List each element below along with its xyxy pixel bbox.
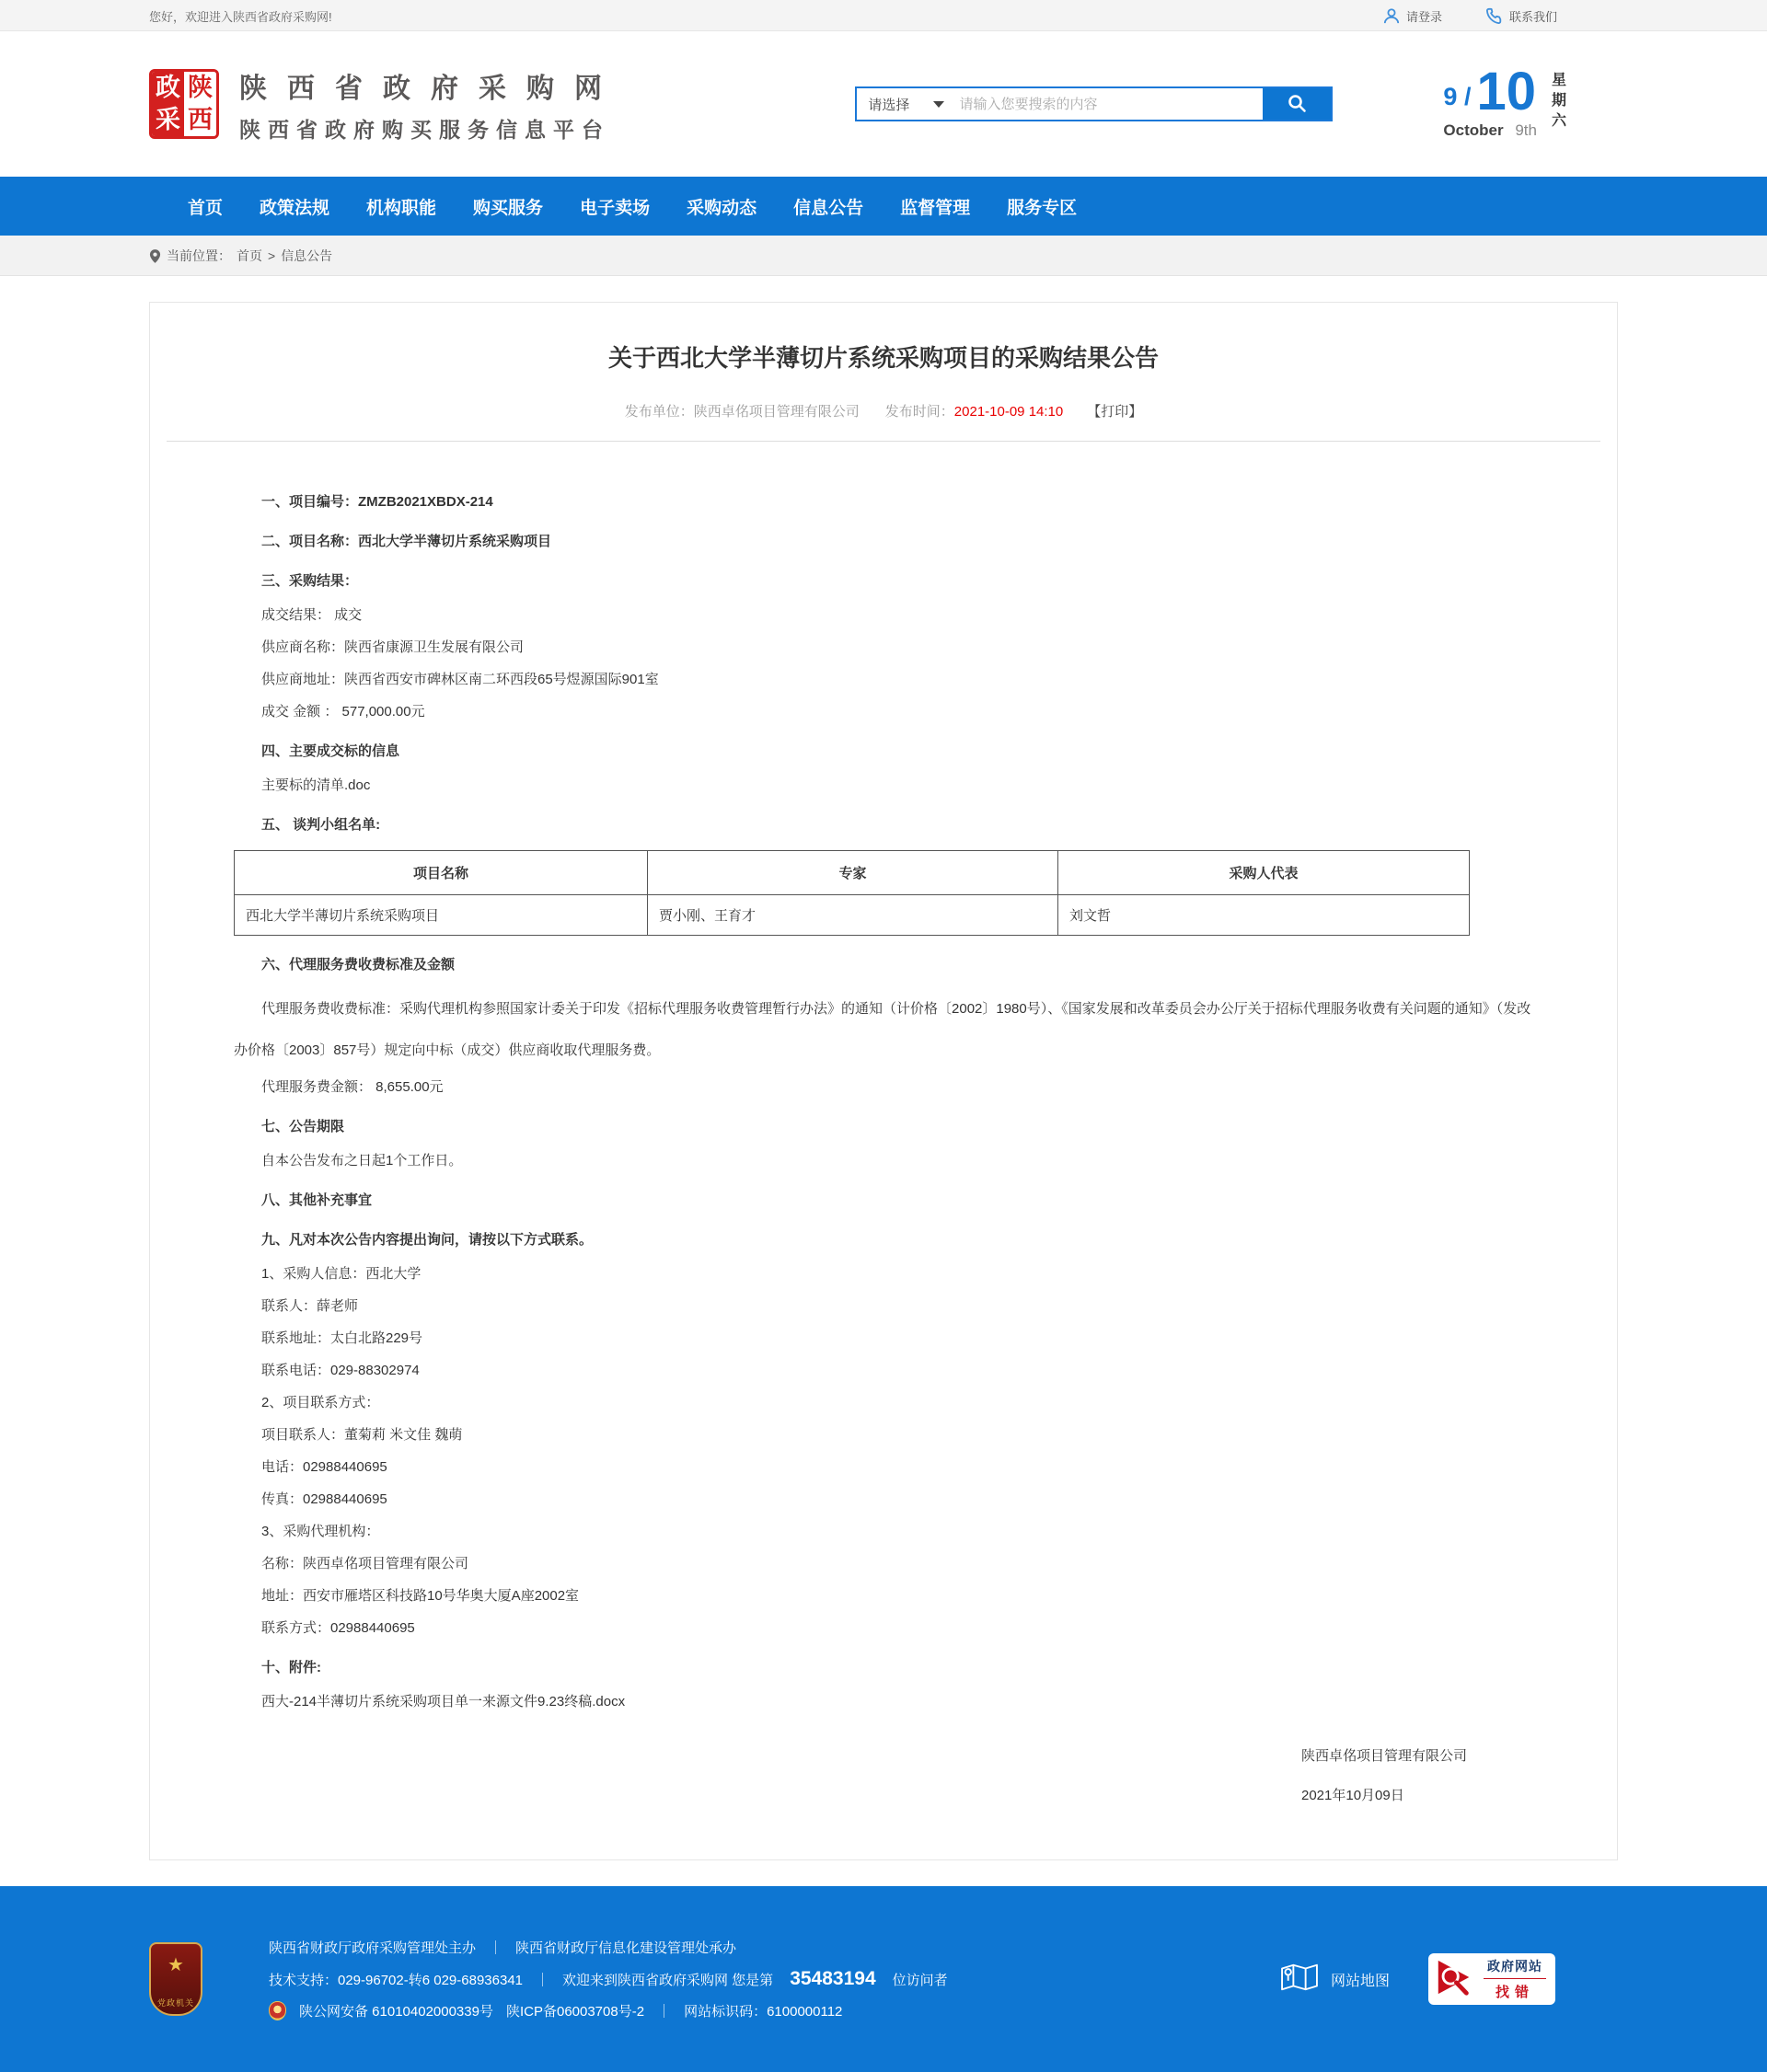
logo-char: 陕 — [184, 72, 216, 104]
article-body — [150, 442, 1617, 1712]
site-header — [0, 31, 1767, 177]
chevron-down-icon — [933, 101, 944, 108]
signature-company: 陕西卓佲项目管理有限公司 — [1300, 1748, 1467, 1764]
body-line: 电话：02988440695 — [261, 1459, 387, 1475]
search-input[interactable] — [953, 88, 1263, 120]
search-icon — [1287, 93, 1307, 116]
column-header: 项目名称 — [235, 851, 648, 895]
body-line: 联系地址：太白北路229号 — [261, 1330, 423, 1346]
section-heading: 五、 谈判小组名单: — [261, 817, 381, 833]
nav-item-7[interactable]: 监督管理 — [900, 198, 971, 218]
signature-block — [150, 1745, 1467, 1804]
section-heading: 三、采购结果： — [261, 573, 359, 589]
sitemap-link[interactable]: 网站地图 — [1279, 1961, 1390, 1998]
section-heading: 四、主要成交标的信息 — [261, 743, 400, 759]
body-line: 联系人：薛老师 — [261, 1298, 359, 1314]
footer-host-org: 陕西省财政厅政府采购管理处主办 — [269, 1940, 477, 1956]
body-line: 项目联系人：董菊莉 米文佳 魏萌 — [261, 1427, 463, 1443]
section-heading: 二、项目名称：西北大学半薄切片系统采购项目 — [261, 534, 552, 549]
body-line: 供应商地址：陕西省西安市碑林区南二环西段65号煜源国际901室 — [261, 672, 659, 687]
signature-date: 2021年10月09日 — [1300, 1788, 1404, 1803]
table-cell: 贾小刚、王育才 — [648, 895, 1058, 936]
nav-item-3[interactable]: 购买服务 — [473, 198, 544, 218]
column-header: 采购人代表 — [1058, 851, 1470, 895]
site-id-code: 网站标识码：6100000112 — [684, 2004, 843, 2020]
footer-build-org: 陕西省财政厅信息化建设管理处承办 — [515, 1940, 737, 1956]
breadcrumb-label: 当前位置： — [167, 248, 231, 263]
breadcrumb-current[interactable]: 信息公告 — [281, 248, 333, 263]
publisher-name: 陕西卓佲项目管理有限公司 — [693, 404, 860, 420]
body-line: 成交 金额 ： 577,000.00元 — [261, 704, 425, 719]
user-icon — [1383, 7, 1400, 24]
body-line: 代理服务费收费标准：采购代理机构参照国家计委关于印发《招标代理服务收费管理暂行办法》的通知（计价格〔2002〕1980号）、《国家发展和改革委员会办公厅关于招标代理服务收费有关问题的通知》（发改办价格〔2003〕857号）规定向中标（成交）供应商收取代理服务费。 — [234, 1001, 1531, 1058]
breadcrumb-home-link[interactable]: 首页 — [237, 248, 262, 263]
location-pin-icon — [149, 248, 161, 264]
site-footer: ★ 党政机关 陕西省财政厅政府采购管理处主办 ｜ 陕西省财政厅信息化建设管理处承办 技术支持：029-96702-转6 029-68936341 ｜ 欢迎来到陕西省政府采购网 您是第 35483194 位访问者 陕公网安备 61010402000339号 陕ICP备06003708号-2 ｜ 网站标识码：6100000112 网站地图 政府网站 找错 — [0, 1886, 1767, 2072]
section-heading: 七、公告期限 — [261, 1119, 345, 1134]
body-line: 联系方式：02988440695 — [261, 1620, 415, 1636]
body-line: 3、采购代理机构： — [261, 1524, 380, 1539]
logo-char: 政 — [152, 72, 184, 104]
site-title: 陕西省政府采购网 — [239, 73, 622, 104]
body-line: 成交结果： 成交 — [261, 607, 363, 623]
top-utility-bar — [0, 0, 1767, 31]
article-meta — [167, 401, 1600, 442]
nav-item-4[interactable]: 电子卖场 — [580, 198, 651, 218]
body-line: 地址：西安市雁塔区科技路10号华奥大厦A座2002室 — [261, 1588, 580, 1604]
table-cell: 西北大学半薄切片系统采购项目 — [235, 895, 648, 936]
body-line: 传真：02988440695 — [261, 1491, 387, 1507]
nav-item-2[interactable]: 机构职能 — [366, 198, 437, 218]
date-month-label: October — [1443, 121, 1504, 140]
table-cell: 刘文哲 — [1058, 895, 1470, 936]
print-button[interactable]: 【打印】 — [1087, 404, 1143, 420]
section-heading: 八、其他补充事宜 — [261, 1192, 373, 1208]
main-nav — [0, 177, 1767, 236]
welcome-text: 您好，欢迎进入陕西省政府采购网! — [149, 9, 332, 24]
body-line: 1、采购人信息：西北大学 — [261, 1266, 422, 1282]
body-line: 2、项目联系方式： — [261, 1395, 380, 1410]
footer-visitor-suffix: 位访问者 — [892, 1972, 948, 1988]
body-line: 供应商名称：陕西省康源卫生发展有限公司 — [261, 639, 525, 655]
footer-tech-support: 技术支持：029-96702-转6 029-68936341 — [269, 1972, 523, 1988]
date-day-number: 10 — [1476, 61, 1536, 121]
public-security-record-link[interactable]: 陕公网安备 61010402000339号 — [299, 2004, 493, 2020]
page-title: 关于西北大学半薄切片系统采购项目的采购结果公告 — [607, 344, 1159, 372]
publisher-label: 发布单位： — [624, 404, 694, 420]
attachment-link[interactable]: 西大-214半薄切片系统采购项目单一来源文件9.23终稿.docx — [261, 1694, 626, 1709]
section-heading: 九、凡对本次公告内容提出询问，请按以下方式联系。 — [261, 1232, 594, 1248]
footer-visitor-text: 欢迎来到陕西省政府采购网 您是第 — [562, 1972, 774, 1988]
star-icon: ★ — [167, 1955, 184, 1975]
body-line: 名称：陕西卓佲项目管理有限公司 — [261, 1556, 469, 1571]
logo-char: 采 — [152, 104, 184, 136]
negotiation-group-table — [234, 850, 1470, 936]
map-icon — [1279, 1961, 1320, 1998]
section-heading: 一、项目编号：ZMZB2021XBDX-214 — [261, 494, 493, 510]
date-display — [1443, 61, 1566, 140]
find-error-icon — [1434, 1956, 1474, 2003]
body-line: 代理服务费金额： 8,655.00元 — [261, 1079, 444, 1095]
login-link[interactable]: 请登录 — [1383, 7, 1442, 25]
police-badge-icon — [269, 2001, 286, 2020]
table-row — [235, 895, 1470, 936]
visitor-count: 35483194 — [790, 1968, 876, 1989]
phone-icon — [1486, 7, 1503, 24]
section-heading: 十、附件: — [261, 1660, 321, 1675]
breadcrumb-bar — [0, 236, 1767, 276]
icp-record-link[interactable]: 陕ICP备06003708号-2 — [505, 2004, 645, 2020]
body-line: 自本公告发布之日起1个工作日。 — [261, 1153, 463, 1168]
government-emblem-badge: ★ 党政机关 — [149, 1942, 202, 2016]
body-line: 联系电话：029-88302974 — [261, 1363, 420, 1378]
search-category-select[interactable]: 请选择 — [857, 88, 953, 120]
nav-item-6[interactable]: 信息公告 — [793, 198, 864, 218]
date-ordinal: 9th — [1515, 121, 1537, 140]
website-error-report-badge[interactable]: 政府网站 找错 — [1428, 1953, 1555, 2005]
nav-item-5[interactable]: 采购动态 — [687, 198, 757, 218]
nav-item-8[interactable]: 服务专区 — [1007, 198, 1078, 218]
logo-char: 西 — [184, 104, 216, 136]
section-heading: 六、代理服务费收费标准及金额 — [261, 957, 456, 973]
publish-time-label: 发布时间： — [884, 404, 954, 420]
article-container — [149, 302, 1618, 1860]
table-header-row — [235, 851, 1470, 895]
search-button[interactable] — [1263, 88, 1331, 120]
date-month-number: 9 / — [1443, 83, 1472, 111]
attachment-link[interactable]: 主要标的清单.doc — [261, 777, 371, 793]
publish-time: 2021-10-09 14:10 — [953, 404, 1064, 420]
search-bar — [855, 86, 1333, 121]
site-logo — [149, 69, 219, 139]
column-header: 专家 — [648, 851, 1058, 895]
site-subtitle: 陕西省政府购买服务信息平台 — [239, 117, 610, 142]
weekday-label: 星 期 六 — [1551, 72, 1566, 130]
breadcrumb-separator: > — [268, 248, 276, 263]
nav-item-1[interactable]: 政策法规 — [260, 198, 330, 218]
nav-item-0[interactable]: 首页 — [188, 198, 224, 218]
contact-link[interactable]: 联系我们 — [1486, 7, 1557, 25]
